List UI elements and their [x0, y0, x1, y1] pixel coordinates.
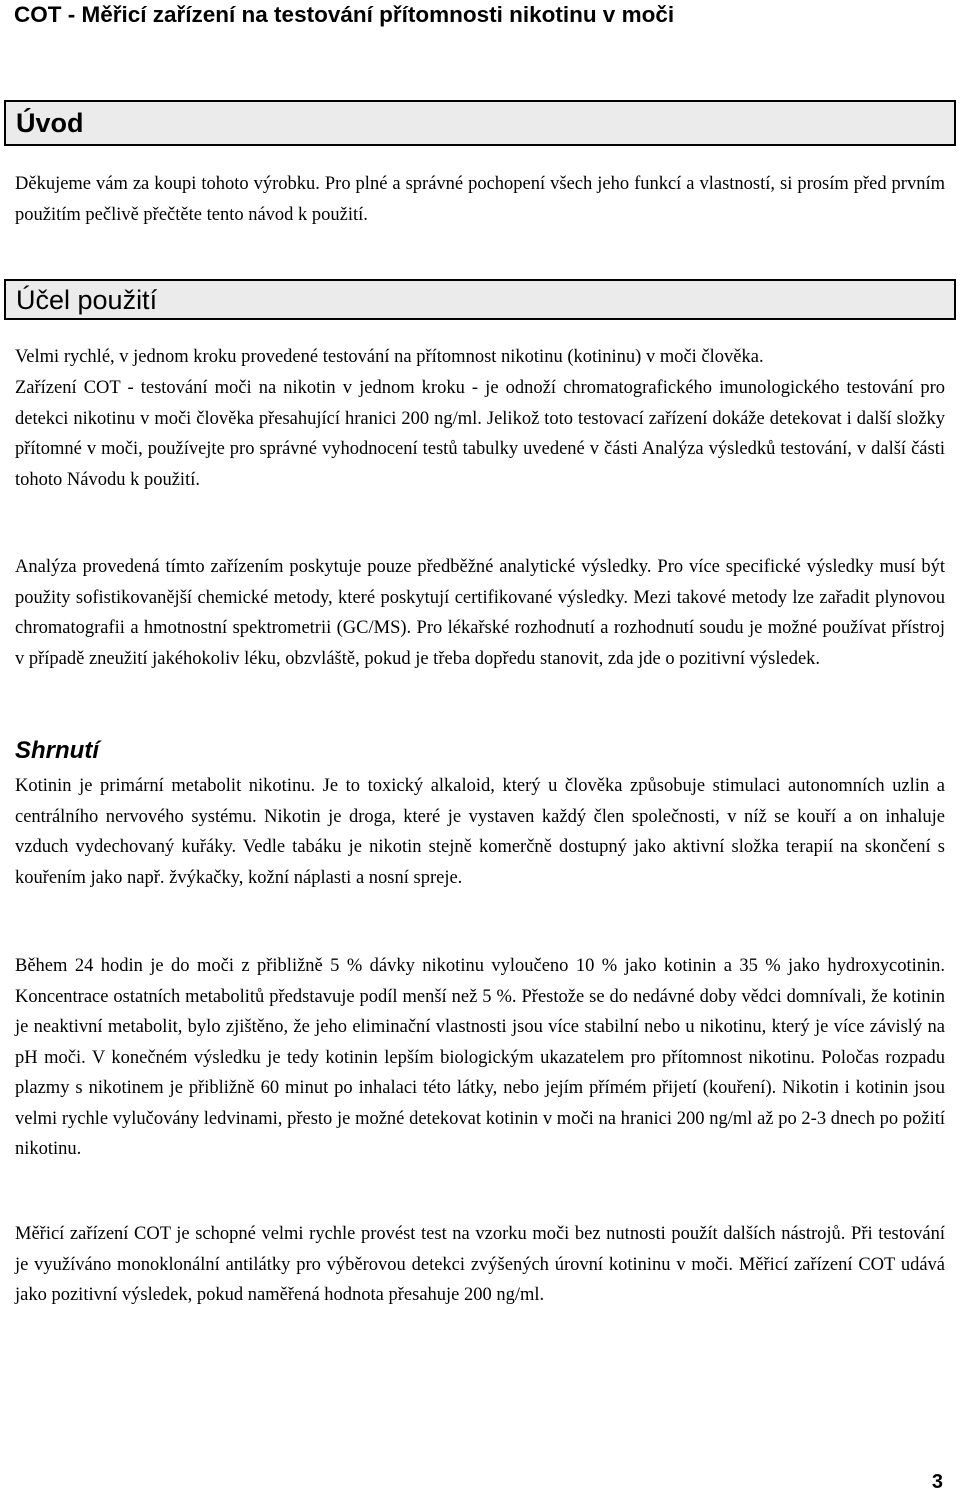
section-heading-ucel: Účel použití: [4, 279, 956, 320]
paragraph-shrnuti-1: Kotinin je primární metabolit nikotinu. Je to toxický alkaloid, který u člověka způsobuje stimulaci autonomních uzlin a centrálního nervového systému. Nikotin je droga, které je vystaven každý člen společnosti, v níž se kouří a on inhaluje vzduch vydechovaný kuřáky. Vedle tabáku je nikotin stejně komerčně dostupný jako aktivní složka terapií na skončení s kouřením jako např. žvýkačky, kožní náplasti a nosní spreje.: [15, 776, 945, 888]
paragraph-ucel-3: Analýza provedená tímto zařízením poskytuje pouze předběžné analytické výsledky. Pro více specifické výsledky musí být použity sofistikovanější chemické metody, které poskytují certifikované výsledky. Mezi takové metody lze zařadit plynovou chromatografii a hmotnostní spektrometrii (GC/MS). Pro lékařské rozhodnutí a rozhodnutí soudu je možné používat přístroj v případě zneužití jakéhokoliv léku, obzvláště, pokud je třeba dopředu stanovit, zda jde o pozitivní výsledek.: [15, 557, 945, 669]
section-heading-uvod: Úvod: [4, 100, 956, 146]
paragraph-shrnuti-3: Měřicí zařízení COT je schopné velmi rychle provést test na vzorku moči bez nutnosti použít dalších nástrojů. Při testování je využíváno monoklonální antilátky pro výběrovou detekci zvýšených úrovní kotininu v moči. Měřicí zařízení COT udává jako pozitivní výsledek, pokud naměřená hodnota přesahuje 200 ng/ml.: [15, 1224, 945, 1305]
paragraph-uvod-1: Děkujeme vám za koupi tohoto výrobku. Pro plné a správné pochopení všech jeho funkcí a vlastností, si prosím před prvním použitím pečlivě přečtěte tento návod k použití.: [15, 174, 945, 225]
section-heading-shrnuti: Shrnutí: [15, 737, 99, 764]
page-number: 3: [931, 1471, 943, 1493]
paragraph-ucel-2: Zařízení COT - testování moči na nikotin v jednom kroku - je odnoží chromatografického imunologického testování pro detekci nikotinu v moči člověka přesahující hranici 200 ng/ml. Jelikož toto testovací zařízení dokáže detekovat i další složky přítomné v moči, používejte pro správné vyhodnocení testů tabulky uvedené v části Analýza výsledků testování, v další části tohoto Návodu k použití.: [15, 378, 945, 490]
paragraph-shrnuti-2: Během 24 hodin je do moči z přibližně 5 % dávky nikotinu vyloučeno 10 % jako kotinin a 35 % jako hydroxycotinin. Koncentrace ostatních metabolitů představuje podíl menší než 5 %. Přestože se do nedávné doby vědci domnívali, že kotinin je neaktivní metabolit, bylo zjištěno, že jeho eliminační vlastnosti jsou více stabilní nebo u nikotinu, který je více závislý na pH moči. V konečném výsledku je tedy kotinin lepším biologickým ukazatelem pro přítomnost nikotinu. Poločas rozpadu plazmy s nikotinem je přibližně 60 minut po inhalaci této látky, nebo jejím přímém přijetí (kouření). Nikotin i kotinin jsou velmi rychle vylučovány ledvinami, přesto je možné detekovat kotinin v moči na hranici 200 ng/ml až po 2-3 dnech po požití nikotinu.: [15, 956, 945, 1159]
document-title: COT - Měřicí zařízení na testování přítomnosti nikotinu v moči: [14, 2, 675, 27]
paragraph-ucel-1: Velmi rychlé, v jednom kroku provedené testování na přítomnost nikotinu (kotininu) v moči člověka.: [15, 347, 764, 367]
